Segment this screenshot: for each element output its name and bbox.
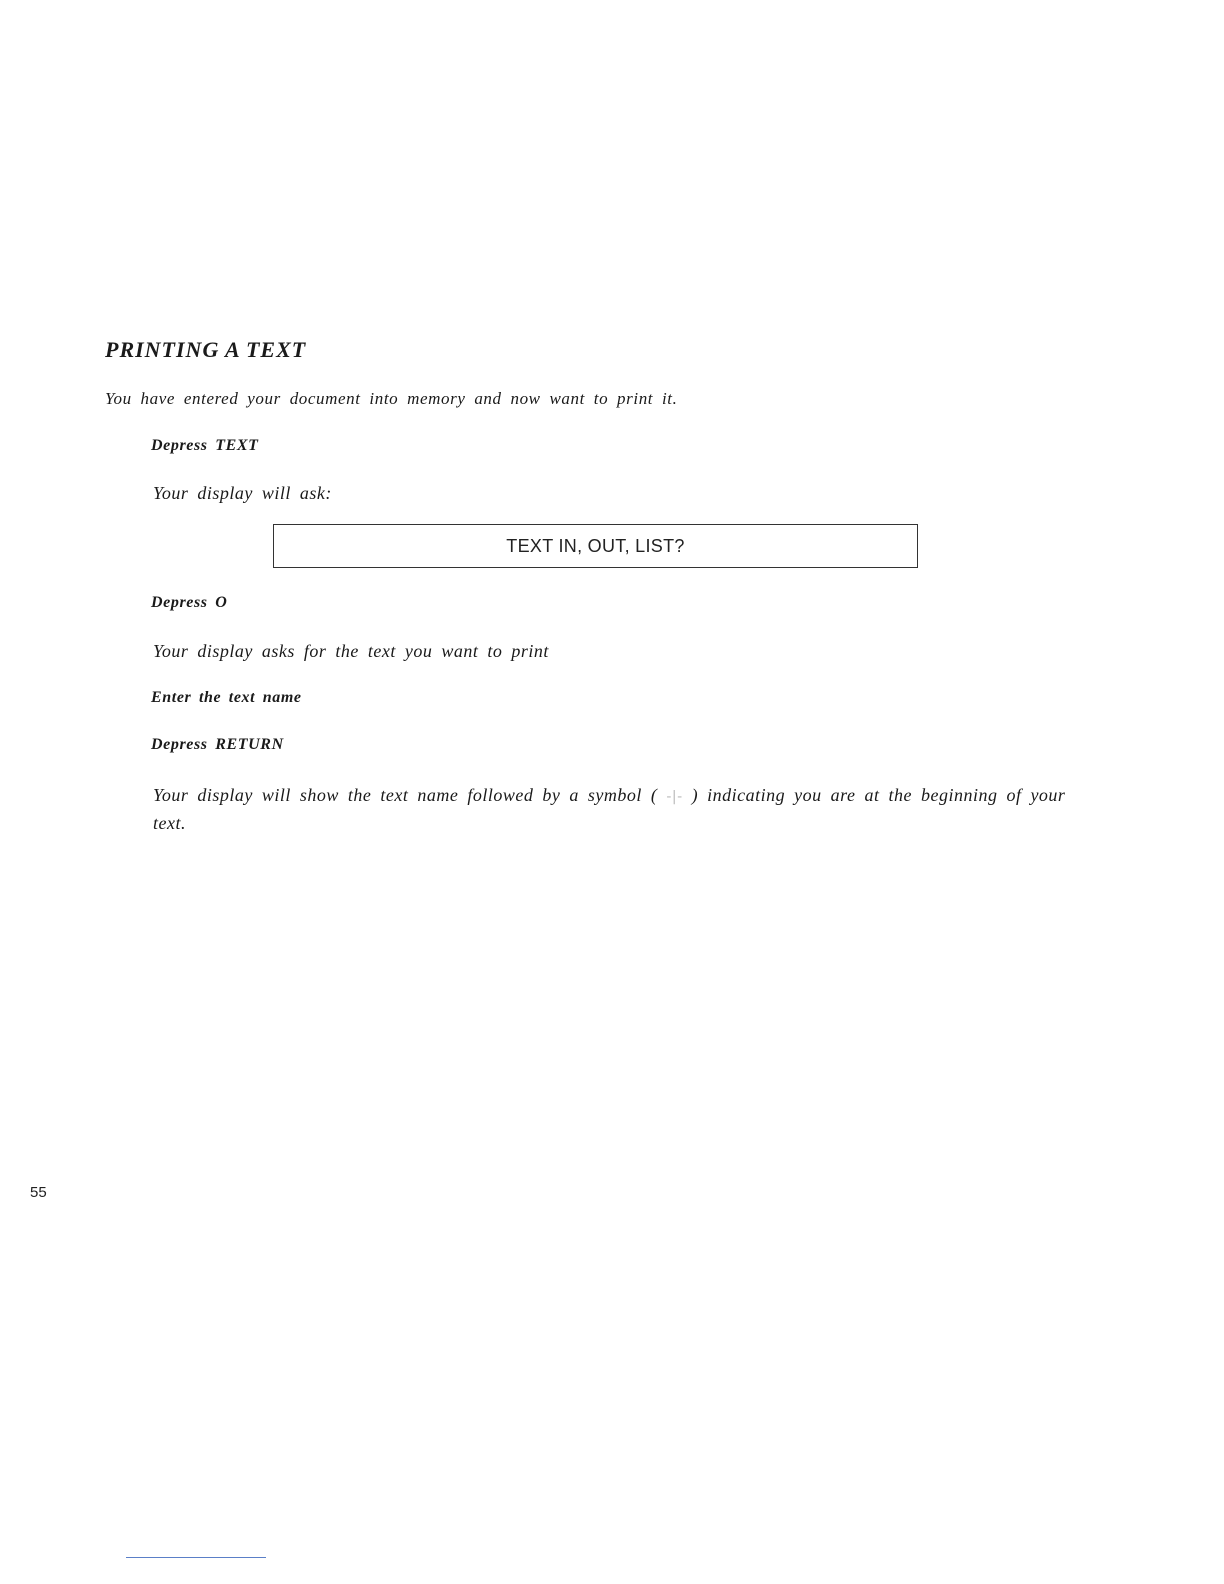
- step-depress-text: Depress TEXT: [151, 437, 259, 454]
- page-number: 55: [30, 1184, 47, 1201]
- display-show-text-after: ) indicating you are at the beginning of your text.: [153, 785, 1066, 833]
- cursor-symbol: -|-: [666, 789, 683, 805]
- section-title: PRINTING A TEXT: [105, 337, 307, 362]
- step-enter-text-name: Enter the text name: [151, 689, 302, 706]
- display-asks-text: Your display asks for the text you want to print: [153, 641, 549, 661]
- display-readout-text: TEXT IN, OUT, LIST?: [506, 535, 685, 556]
- display-ask-text: Your display will ask:: [153, 483, 332, 503]
- display-show-text: [153, 782, 1103, 836]
- display-show-text-before: Your display will show the text name followed by a symbol (: [153, 785, 658, 805]
- display-readout-box: [273, 524, 918, 568]
- footer-rule: [126, 1557, 266, 1558]
- step-depress-o: Depress O: [151, 594, 228, 611]
- intro-text: You have entered your document into memory and now want to print it.: [105, 389, 678, 408]
- step-depress-return: Depress RETURN: [151, 736, 284, 753]
